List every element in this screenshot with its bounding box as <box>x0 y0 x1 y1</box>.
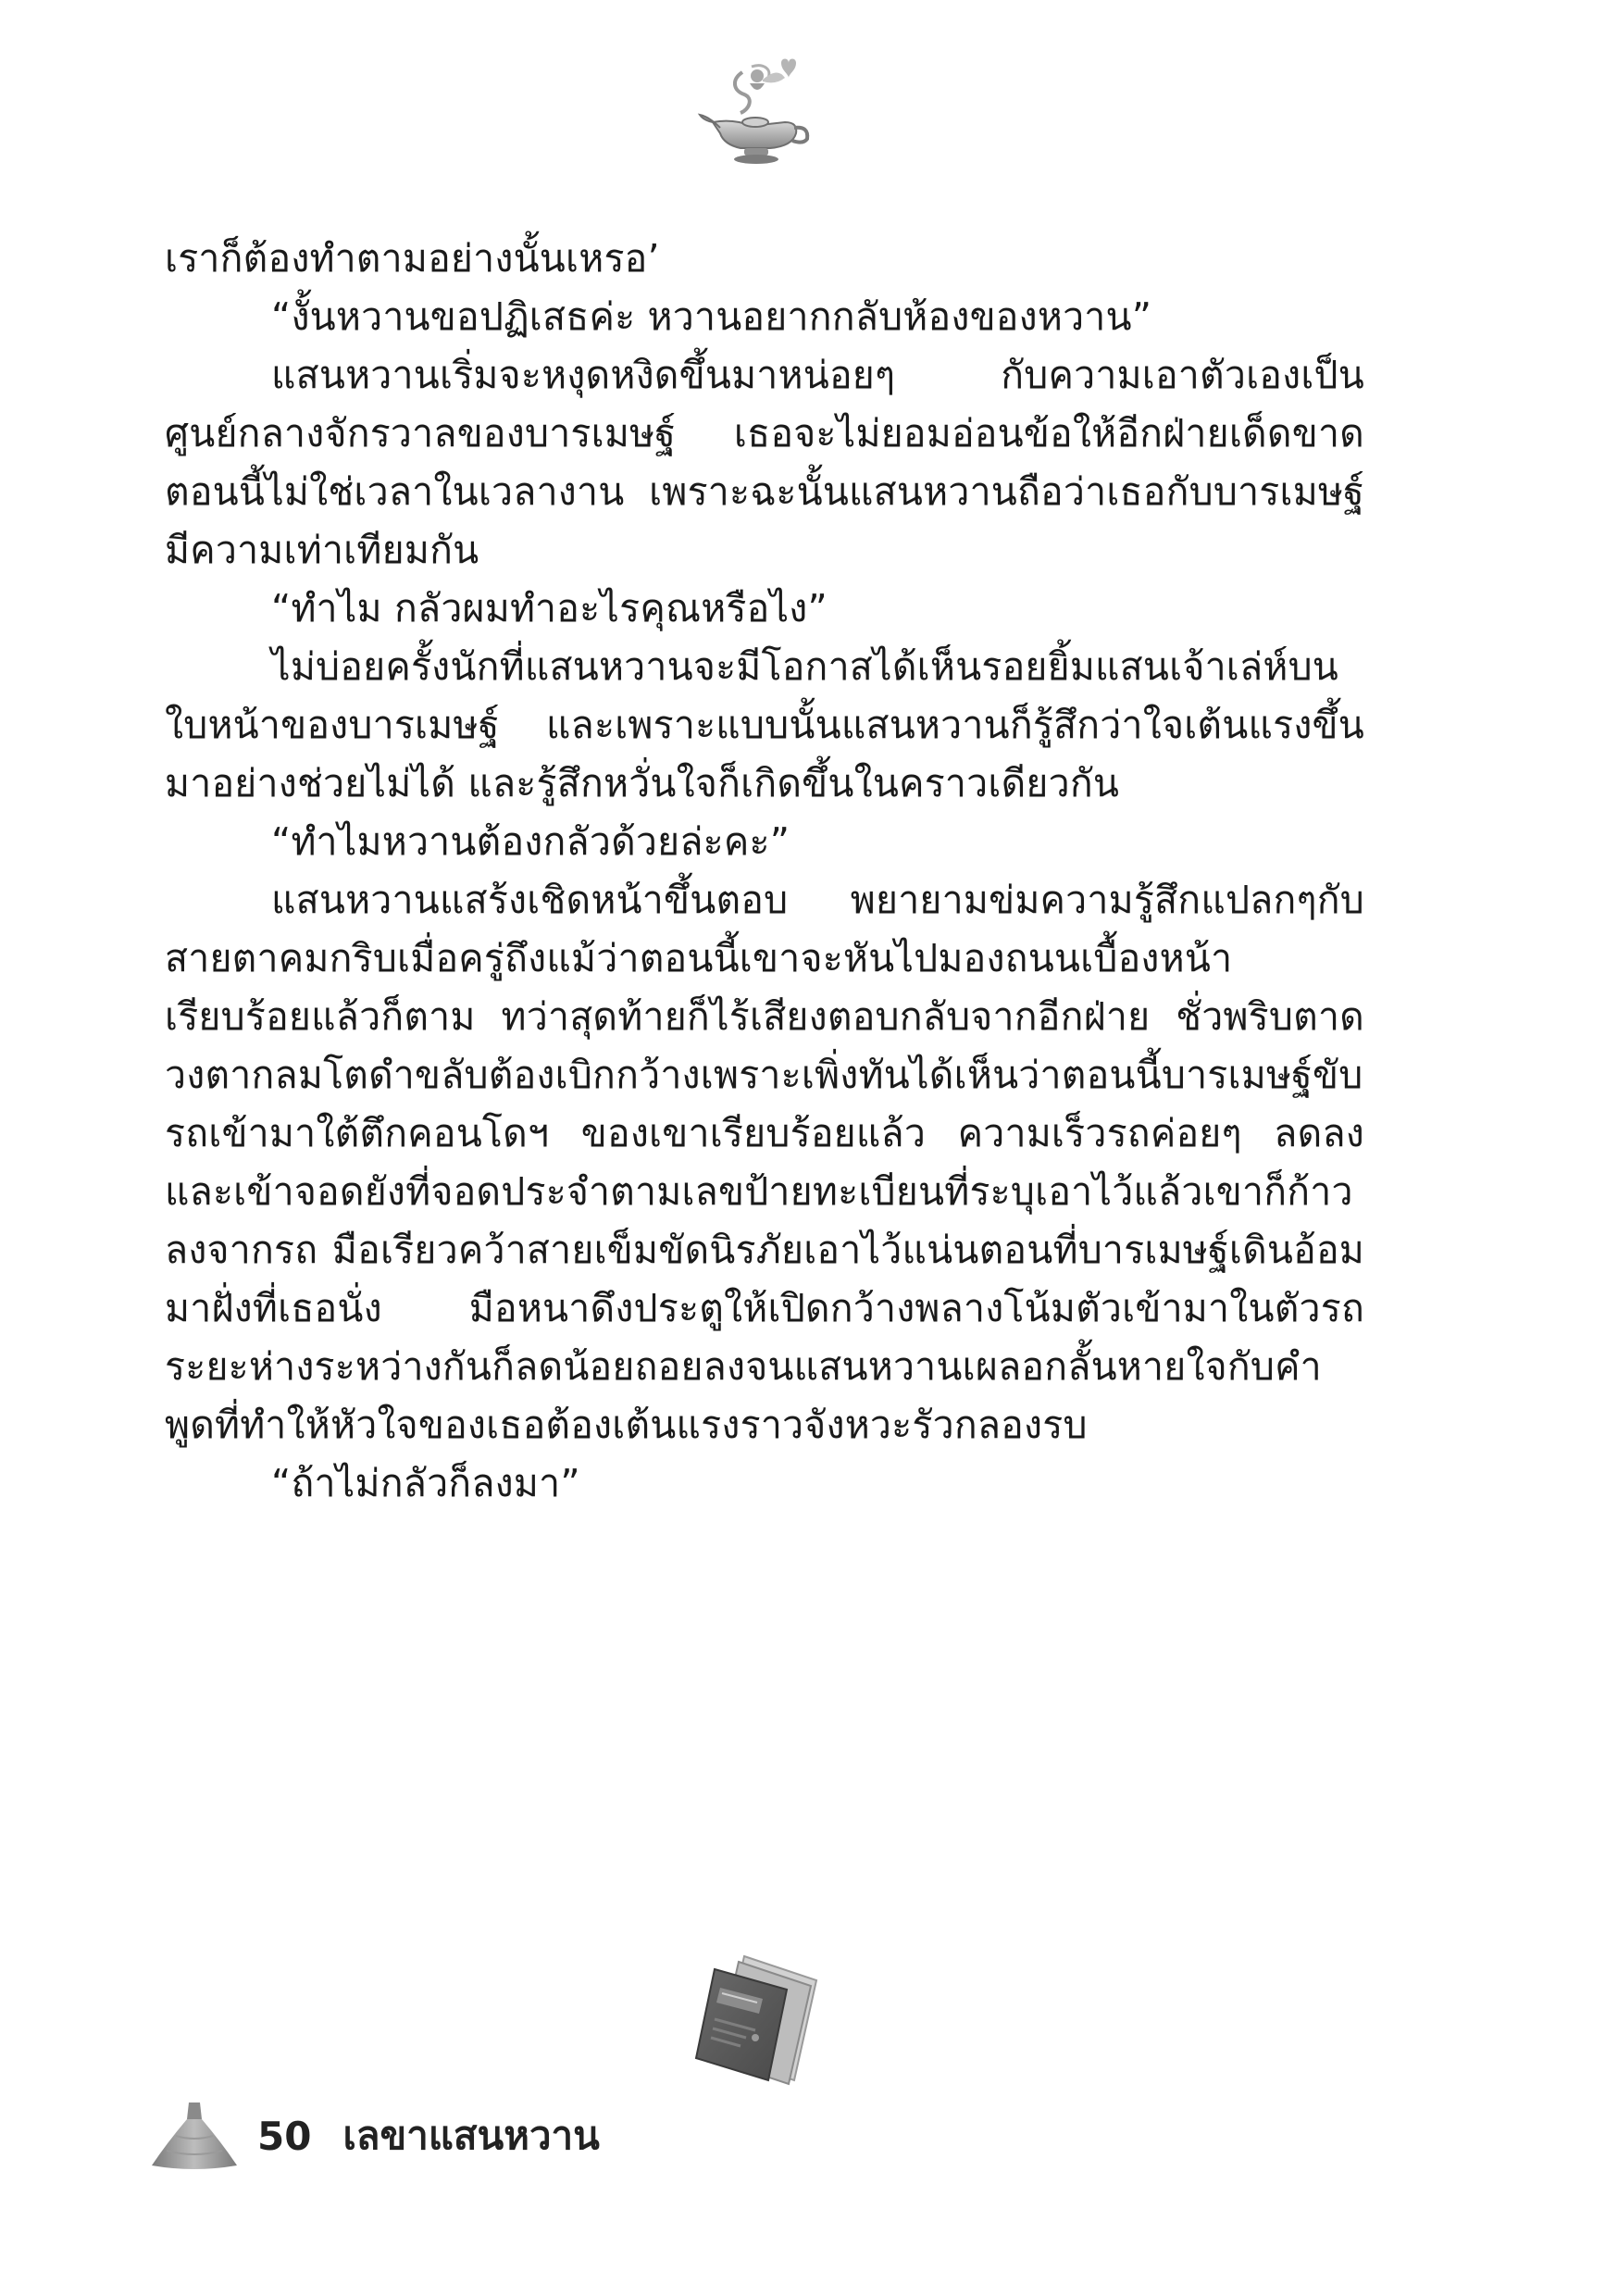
page-footer <box>148 2094 600 2177</box>
paragraph: “งั้นหวานขอปฏิเสธค่ะ หวานอยากกลับห้องของหวาน” <box>271 294 1152 339</box>
paragraph: เราก็ต้องทำตามอย่างนั้นเหรอ’ <box>165 236 660 281</box>
story-body <box>165 230 1364 1513</box>
genie-lamp-cupid-icon <box>696 54 816 174</box>
page-number: 50 <box>257 2113 312 2159</box>
paragraph: “ทำไม กลัวผมทำอะไรคุณหรือไง” <box>271 586 828 630</box>
paragraph: ไม่บ่อยครั้งนักที่แสนหวานจะมีโอกาสได้เห็นรอยยิ้มแสนเจ้าเล่ห์บนใบหน้าของบารเมษฐ์ และเพราะแบบนั้นแสนหวานก็รู้สึกว่าใจเต้นแรงขึ้นมาอย่างช่วยไม่ได้ และรู้สึกหวั่นใจก็เกิดขึ้นในคราวเดียวกัน <box>165 644 1364 805</box>
paragraph: แสนหวานแสร้งเชิดหน้าขึ้นตอบ พยายามข่มความรู้สึกแปลกๆกับสายตาคมกริบเมื่อครู่ถึงแม้ว่าตอนนี้เขาจะหันไปมองถนนเบื้องหน้าเรียบร้อยแล้วก็ตาม ทว่าสุดท้ายก็ไร้เสียงตอบกลับจากอีกฝ่าย ชั่วพริบตาดวงตากลมโตดำขลับต้องเบิกกว้างเพราะเพิ่งทันได้เห็นว่าตอนนี้บารเมษฐ์ขับรถเข้ามาใต้ตึกคอนโดฯ ของเขาเรียบร้อยแล้ว ความเร็วรถค่อยๆ ลดลงและเข้าจอดยังที่จอดประจำตามเลขป้ายทะเบียนที่ระบุเอาไว้แล้วเขาก็ก้าวลงจากรถ มือเรียวคว้าสายเข็มขัดนิรภัยเอาไว้แน่นตอนที่บารเมษฐ์เดินอ้อมมาฝั่งที่เธอนั่ง มือหนาดึงประตูให้เปิดกว้างพลางโน้มตัวเข้ามาในตัวรถ ระยะห่างระหว่างกันก็ลดน้อยถอยลงจนแสนหวานเผลอกลั้นหายใจกับคำพูดที่ทำให้หัวใจของเธอต้องเต้นแรงราวจังหวะรัวกลองรบ <box>165 878 1364 1447</box>
paragraph: แสนหวานเริ่มจะหงุดหงิดขึ้นมาหน่อยๆ กับความเอาตัวเองเป็นศูนย์กลางจักรวาลของบารเมษฐ์ เธอจะไม่ยอมอ่อนข้อให้อีกฝ่ายเด็ดขาด ตอนนี้ไม่ใช่เวลาในเวลางาน เพราะฉะนั้นแสนหวานถือว่าเธอกับบารเมษฐ์มีความเท่าเทียมกัน <box>165 353 1364 572</box>
paragraph: “ถ้าไม่กลัวก็ลงมา” <box>271 1461 580 1505</box>
book-title: เลขาแสนหวาน <box>342 2113 600 2158</box>
dress-icon <box>148 2099 241 2173</box>
book-icon <box>687 1949 830 2088</box>
paragraph: “ทำไมหวานต้องกลัวด้วยล่ะคะ” <box>271 819 790 864</box>
